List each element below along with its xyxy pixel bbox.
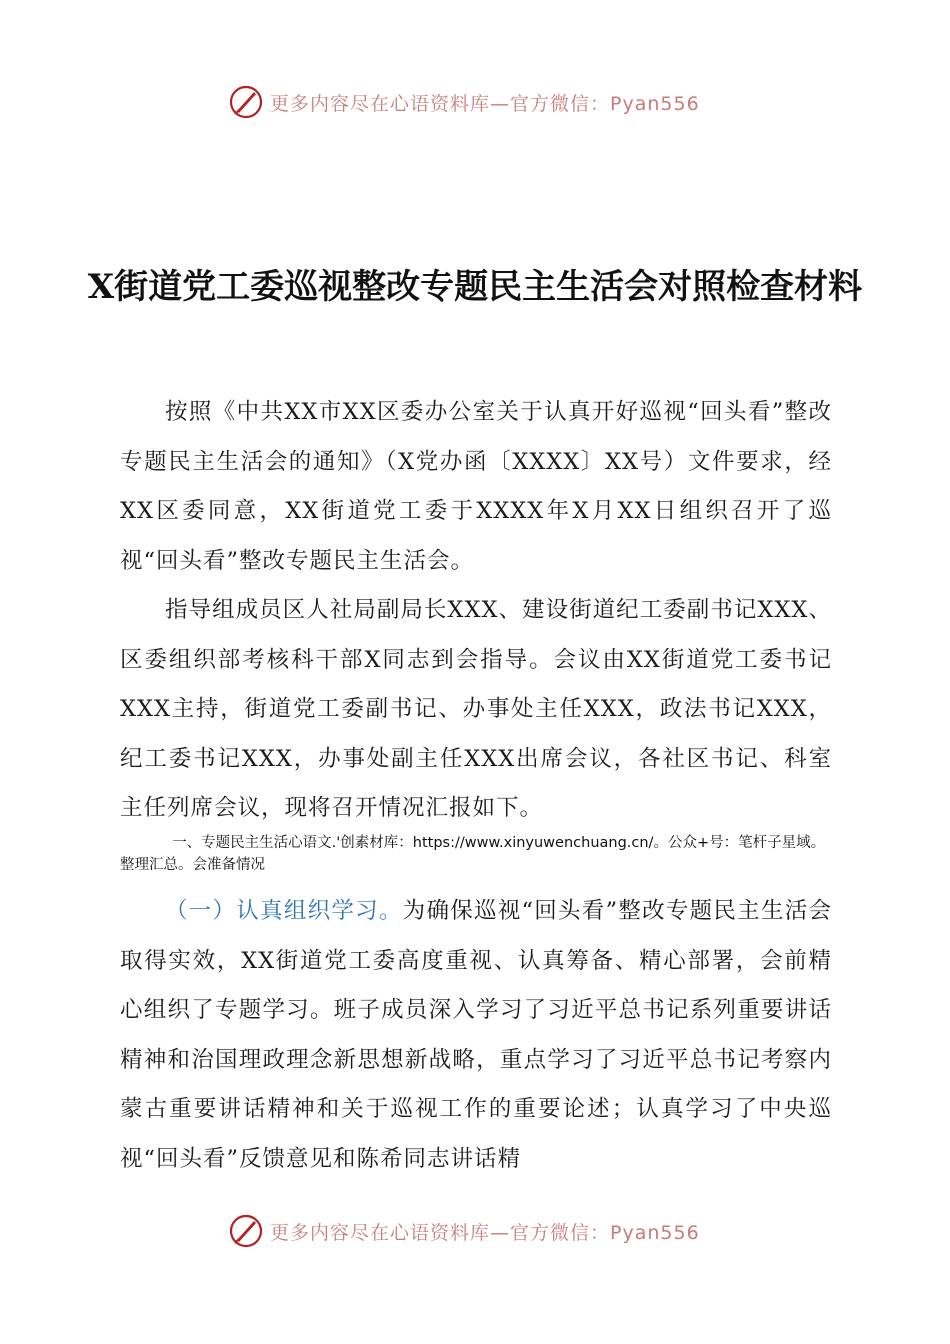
header-banner-text: 更多内容尽在心语资料库—官方微信：Pyan556 bbox=[270, 92, 700, 115]
paragraph-1-text: 按照《中共XX市XX区委办公室关于认真开好巡视“回头看”整改专题民主生活会的通知》（X党办函〔XXXX〕XX号）文件要求，经XX区委同意，XX街道党工委于XXXX年X月XX日组织召开了巡视“回头看”整改专题民主生活会。 bbox=[120, 399, 832, 574]
quill-logo-icon bbox=[228, 1213, 264, 1249]
section1-text: 为确保巡视“回头看”整改专题民主生活会取得实效，XX街道党工委高度重视、认真筹备、精心部署，会前精心组织了专题学习。班子成员深入学习了习近平总书记系列重要讲话精神和治国理政理念新思想新战略，重点学习了习近平总书记考察内蒙古重要讲话精神和关于巡视工作的重要论述；认真学习了中央巡视“回头看”反馈意见和陈希同志讲话精 bbox=[120, 898, 832, 1172]
paragraph-3 bbox=[120, 887, 832, 1184]
footer-banner bbox=[228, 1211, 700, 1251]
paragraph-2-text: 指导组成员区人社局副局长XXX、建设街道纪工委副书记XXX、区委组织部考核科干部X同志到会指导。会议由XX街道党工委书记XXX主持，街道党工委副书记、办事处主任XXX，政法书记XXX，纪工委书记XXX，办事处副主任XXX出席会议，各社区书记、科室主任列席会议，现将召开情况汇报如下。 bbox=[120, 597, 832, 821]
quill-logo-icon bbox=[228, 84, 264, 120]
paragraph-2 bbox=[120, 586, 832, 834]
paragraph-3-text bbox=[120, 887, 832, 1184]
section1-heading: （一）认真组织学习。 bbox=[165, 898, 403, 924]
paragraph-1 bbox=[120, 388, 832, 586]
section-note: 一、专题民主生活心语文.'创素材库：https://www.xinyuwenchuang.cn/。公众+号：笔杆子星域。整理汇总。会准备情况 bbox=[120, 835, 826, 873]
header-banner bbox=[228, 82, 700, 122]
footer-banner-text: 更多内容尽在心语资料库—官方微信：Pyan556 bbox=[270, 1221, 700, 1244]
document-title: X街道党工委巡视整改专题民主生活会对照检查材料 bbox=[87, 267, 863, 307]
